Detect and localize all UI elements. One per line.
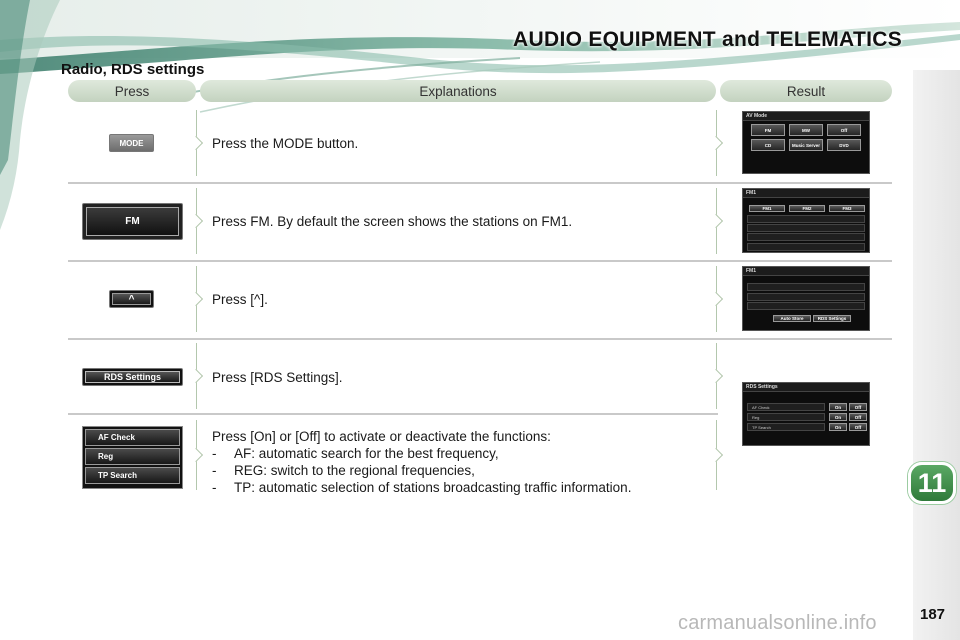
- watermark-text: carmanualsonline.info: [678, 612, 877, 634]
- chevron-right-icon: [189, 292, 203, 306]
- screen-title-bar: [743, 267, 869, 276]
- screen-button: CD: [751, 139, 785, 151]
- chevron-right-icon: [709, 292, 723, 306]
- screen-preset-row: [747, 302, 865, 310]
- screen-preset-row: [747, 233, 865, 241]
- fm-button-label: FM: [125, 216, 140, 227]
- explanation-rds-options: [212, 428, 631, 496]
- screen-off-button: Off: [849, 403, 867, 411]
- result-screen-av-mode: [742, 111, 870, 174]
- chevron-right-icon: [709, 369, 723, 383]
- column-header-press: Press: [68, 80, 196, 102]
- column-header-result: Result: [720, 80, 892, 102]
- row-divider: [68, 260, 892, 262]
- tp-search-button-image: TP Search: [85, 467, 180, 484]
- screen-title-bar: [743, 112, 869, 121]
- explanation-up: Press [^].: [212, 292, 268, 307]
- screen-preset-row: [747, 215, 865, 223]
- mode-button-label: MODE: [119, 138, 144, 148]
- screen-preset-row: [747, 293, 865, 301]
- screen-preset-row: [747, 243, 865, 251]
- page-number: 187: [920, 606, 946, 623]
- bullet-text: REG: switch to the regional frequencies,: [234, 463, 475, 478]
- fm-button-image: [82, 203, 183, 240]
- screen-off-button: Off: [849, 423, 867, 431]
- explanation-intro: Press [On] or [Off] to activate or deactivate the functions:: [212, 429, 551, 444]
- bullet-item: - TP: automatic selection of stations broadcasting traffic information.: [212, 480, 632, 495]
- column-header-explanations: Explanations: [200, 80, 716, 102]
- screen-button: Music Server: [789, 139, 823, 151]
- explanation-bullets: [212, 445, 631, 496]
- screen-setting-label: AF Check: [752, 404, 770, 410]
- bullet-item: - AF: automatic search for the best frequency,: [212, 446, 499, 461]
- screen-setting-row: [747, 403, 825, 411]
- screen-on-button: On: [829, 403, 847, 411]
- row-divider: [68, 182, 892, 184]
- screen-tab: FM3: [829, 205, 865, 212]
- explanation-fm: Press FM. By default the screen shows the stations on FM1.: [212, 214, 573, 229]
- bullet-item: - REG: switch to the regional frequencies,: [212, 463, 475, 478]
- af-check-button-image: AF Check: [85, 429, 180, 446]
- chapter-number-badge: 11: [908, 462, 956, 504]
- reg-button-image: Reg: [85, 448, 180, 465]
- screen-button: Auto Store: [773, 315, 811, 322]
- screen-setting-label: Reg: [752, 414, 760, 420]
- rds-settings-button-face: [85, 371, 180, 383]
- screen-setting-row: [747, 413, 825, 421]
- row-divider: [68, 338, 892, 340]
- screen-tab: FM1: [749, 205, 785, 212]
- explanation-mode: Press the MODE button.: [212, 136, 359, 151]
- section-title: Radio, RDS settings: [61, 61, 205, 78]
- screen-button: DVD: [827, 139, 861, 151]
- screen-title-bar: [743, 383, 869, 392]
- screen-on-button: On: [829, 413, 847, 421]
- screen-preset-row: [747, 224, 865, 232]
- screen-off-button: Off: [849, 413, 867, 421]
- up-button-image: [109, 290, 154, 308]
- screen-button: MW: [789, 124, 823, 136]
- fm-button-face: [86, 207, 179, 236]
- screen-title: FM1: [746, 190, 756, 196]
- rds-options-panel-image: [82, 426, 183, 489]
- explanation-rds-settings: Press [RDS Settings].: [212, 370, 343, 385]
- screen-title: RDS Settings: [746, 384, 778, 390]
- rds-settings-button-image: [82, 368, 183, 386]
- bullet-text: AF: automatic search for the best frequency,: [234, 446, 499, 461]
- right-margin-band: [913, 70, 960, 640]
- screen-on-button: On: [829, 423, 847, 431]
- chevron-right-icon: [189, 448, 203, 462]
- chevron-up-icon: ^: [128, 293, 135, 305]
- screen-setting-label: TP Search: [752, 424, 771, 430]
- result-screen-fm: [742, 188, 870, 253]
- mode-button-image: [109, 134, 154, 152]
- chevron-right-icon: [189, 369, 203, 383]
- row-divider: [68, 413, 718, 415]
- screen-preset-row: [747, 283, 865, 291]
- screen-button: Off: [827, 124, 861, 136]
- bullet-text: TP: automatic selection of stations broadcasting traffic information.: [234, 480, 632, 495]
- screen-tab: FM2: [789, 205, 825, 212]
- result-screen-rds-settings: [742, 382, 870, 446]
- screen-button: FM: [751, 124, 785, 136]
- rds-settings-button-label: RDS Settings: [103, 372, 161, 382]
- result-screen-fm-menu: [742, 266, 870, 331]
- screen-setting-row: [747, 423, 825, 431]
- up-button-face: [112, 293, 151, 305]
- screen-button: RDS Settings: [813, 315, 851, 322]
- page-header-title: AUDIO EQUIPMENT and TELEMATICS: [513, 28, 902, 51]
- screen-title: FM1: [746, 268, 756, 274]
- chevron-right-icon: [709, 448, 723, 462]
- screen-title: AV Mode: [746, 113, 768, 119]
- screen-title-bar: [743, 189, 869, 198]
